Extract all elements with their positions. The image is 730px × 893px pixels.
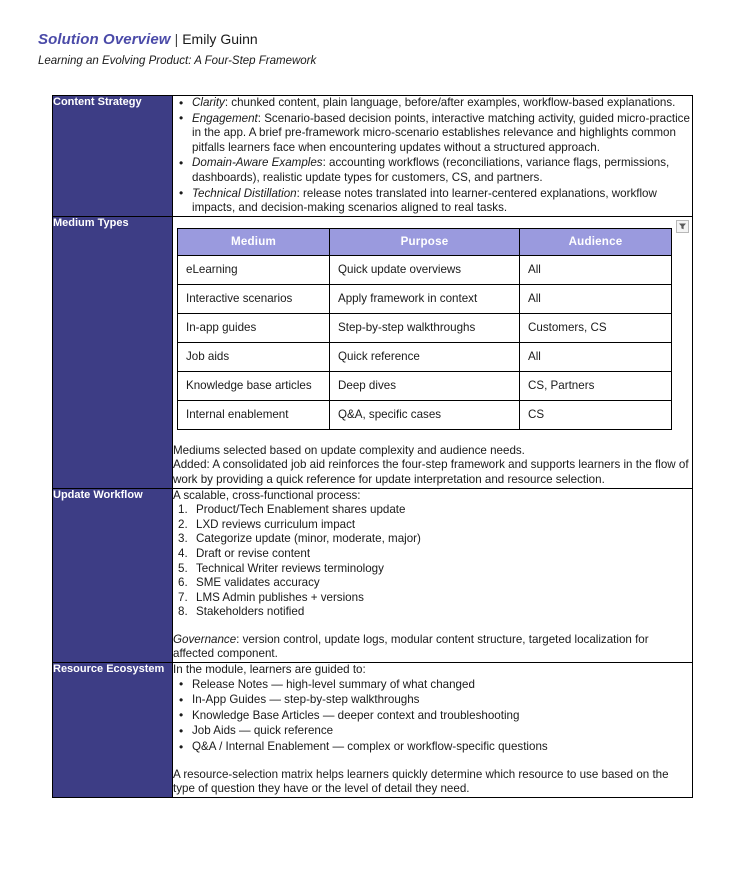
cell-audience: All bbox=[520, 284, 672, 313]
list-item: • In-App Guides — step-by-step walkthroughs bbox=[192, 693, 692, 708]
bullet-term: Technical Distillation bbox=[192, 186, 297, 200]
cell-purpose: Quick reference bbox=[330, 342, 520, 371]
list-item: • Release Notes — high-level summary of what changed bbox=[192, 678, 692, 693]
row-body-update-workflow bbox=[173, 488, 693, 663]
author-name: Emily Guinn bbox=[182, 31, 258, 47]
list-item: Stakeholders notified bbox=[196, 605, 305, 619]
medium-types-table bbox=[177, 228, 672, 430]
list-item: Draft or revise content bbox=[196, 546, 311, 560]
row-body-medium-types bbox=[173, 216, 693, 488]
row-body-content-strategy bbox=[173, 96, 693, 217]
cell-audience: CS, Partners bbox=[520, 371, 672, 400]
bullet-text: : chunked content, plain language, before/after examples, workflow-based explanations. bbox=[224, 96, 676, 109]
cell-purpose: Step-by-step walkthroughs bbox=[330, 313, 520, 342]
list-item: Categorize update (minor, moderate, major) bbox=[196, 532, 421, 546]
list-item: LXD reviews curriculum impact bbox=[196, 517, 356, 531]
page-title: Solution Overview bbox=[38, 31, 171, 48]
table-row bbox=[178, 313, 672, 342]
row-label-content-strategy: Content Strategy bbox=[53, 96, 173, 217]
medium-table-wrapper bbox=[173, 217, 692, 430]
cell-purpose: Apply framework in context bbox=[330, 284, 520, 313]
table-header-row bbox=[178, 228, 672, 255]
list-item bbox=[192, 112, 692, 156]
table-row bbox=[178, 284, 672, 313]
update-workflow-lead: A scalable, cross-functional process: bbox=[173, 488, 361, 502]
column-header-medium: Medium bbox=[178, 228, 330, 255]
resource-ecosystem-lead: In the module, learners are guided to: bbox=[173, 663, 366, 677]
cell-purpose: Quick update overviews bbox=[330, 255, 520, 284]
page-subtitle: Learning an Evolving Product: A Four-Step Framework bbox=[38, 55, 317, 67]
resource-ecosystem-closing: A resource-selection matrix helps learners quickly determine which resource to use based on the type of question they have or the level of detail they need. bbox=[173, 767, 669, 796]
table-row-update-workflow bbox=[53, 488, 693, 663]
update-workflow-step-list bbox=[173, 503, 692, 620]
list-item: • Knowledge Base Articles — deeper context and troubleshooting bbox=[192, 709, 692, 724]
bullet-text: : Scenario-based decision points, interactive matching activity, guided micro-practice in the app. A brief pre-framework micro-scenario establishes relevance and highlights common pitfalls learners face when encountering updates without a structured approach. bbox=[192, 111, 690, 154]
table-row bbox=[178, 371, 672, 400]
content-strategy-bullet-list bbox=[173, 96, 692, 216]
cell-audience: Customers, CS bbox=[520, 313, 672, 342]
cell-audience: CS bbox=[520, 400, 672, 429]
cell-medium: Internal enablement bbox=[178, 400, 330, 429]
cell-medium: In-app guides bbox=[178, 313, 330, 342]
bullet-term: Engagement bbox=[192, 111, 258, 125]
table-row-resource-ecosystem bbox=[53, 663, 693, 798]
cell-audience: All bbox=[520, 255, 672, 284]
list-item: LMS Admin publishes + versions bbox=[196, 590, 364, 604]
bullet-text: : accounting workflows (reconciliations, variance flags, permissions, dashboards), realistic update types for customers, CS, and partners. bbox=[192, 156, 670, 184]
list-item: Technical Writer reviews terminology bbox=[196, 561, 384, 575]
cell-audience: All bbox=[520, 342, 672, 371]
footnote-line-1: Mediums selected based on update complexity and audience needs. bbox=[173, 443, 525, 457]
solution-framework-table bbox=[52, 95, 693, 798]
bullet-term: Domain-Aware Examples bbox=[192, 156, 323, 170]
table-row bbox=[178, 342, 672, 371]
list-item: Product/Tech Enablement shares update bbox=[196, 503, 406, 517]
row-label-medium-types: Medium Types bbox=[53, 216, 173, 488]
footnote-line-2: Added: A consolidated job aid reinforces the four-step framework and supports learners in the flow of work by providing a quick reference for update interpretation and resource selection. bbox=[173, 458, 689, 486]
cell-medium: Knowledge base articles bbox=[178, 371, 330, 400]
list-item bbox=[192, 96, 692, 111]
cell-medium: Job aids bbox=[178, 342, 330, 371]
cell-purpose: Q&A, specific cases bbox=[330, 400, 520, 429]
governance-term: Governance bbox=[173, 632, 237, 646]
cell-purpose: Deep dives bbox=[330, 371, 520, 400]
list-item: • Job Aids — quick reference bbox=[192, 724, 692, 739]
row-label-update-workflow: Update Workflow bbox=[53, 488, 173, 663]
table-row bbox=[178, 255, 672, 284]
list-item bbox=[192, 156, 692, 185]
row-label-resource-ecosystem: Resource Ecosystem bbox=[53, 663, 173, 798]
column-header-purpose: Purpose bbox=[330, 228, 520, 255]
title-line bbox=[38, 30, 730, 49]
bullet-term: Clarity bbox=[192, 96, 225, 109]
table-row-medium-types bbox=[53, 216, 693, 488]
bullet-text: : release notes translated into learner-centered explanations, workflow impacts, and decision-making scenarios aligned to real tasks. bbox=[192, 186, 657, 215]
list-item: SME validates accuracy bbox=[196, 576, 320, 590]
medium-types-footnote bbox=[173, 444, 692, 488]
document-header bbox=[0, 0, 730, 69]
dropdown-filter-icon[interactable] bbox=[676, 220, 689, 233]
resource-ecosystem-bullet-list bbox=[173, 678, 692, 755]
update-workflow-governance bbox=[173, 633, 692, 662]
title-separator: | bbox=[174, 31, 179, 47]
table-row bbox=[178, 400, 672, 429]
cell-medium: eLearning bbox=[178, 255, 330, 284]
governance-text: : version control, update logs, modular content structure, targeted localization for affected component. bbox=[173, 632, 649, 661]
cell-medium: Interactive scenarios bbox=[178, 284, 330, 313]
column-header-audience: Audience bbox=[520, 228, 672, 255]
list-item bbox=[192, 187, 692, 216]
table-row-content-strategy bbox=[53, 96, 693, 217]
list-item: • Q&A / Internal Enablement — complex or workflow-specific questions bbox=[192, 740, 692, 755]
row-body-resource-ecosystem bbox=[173, 663, 693, 798]
